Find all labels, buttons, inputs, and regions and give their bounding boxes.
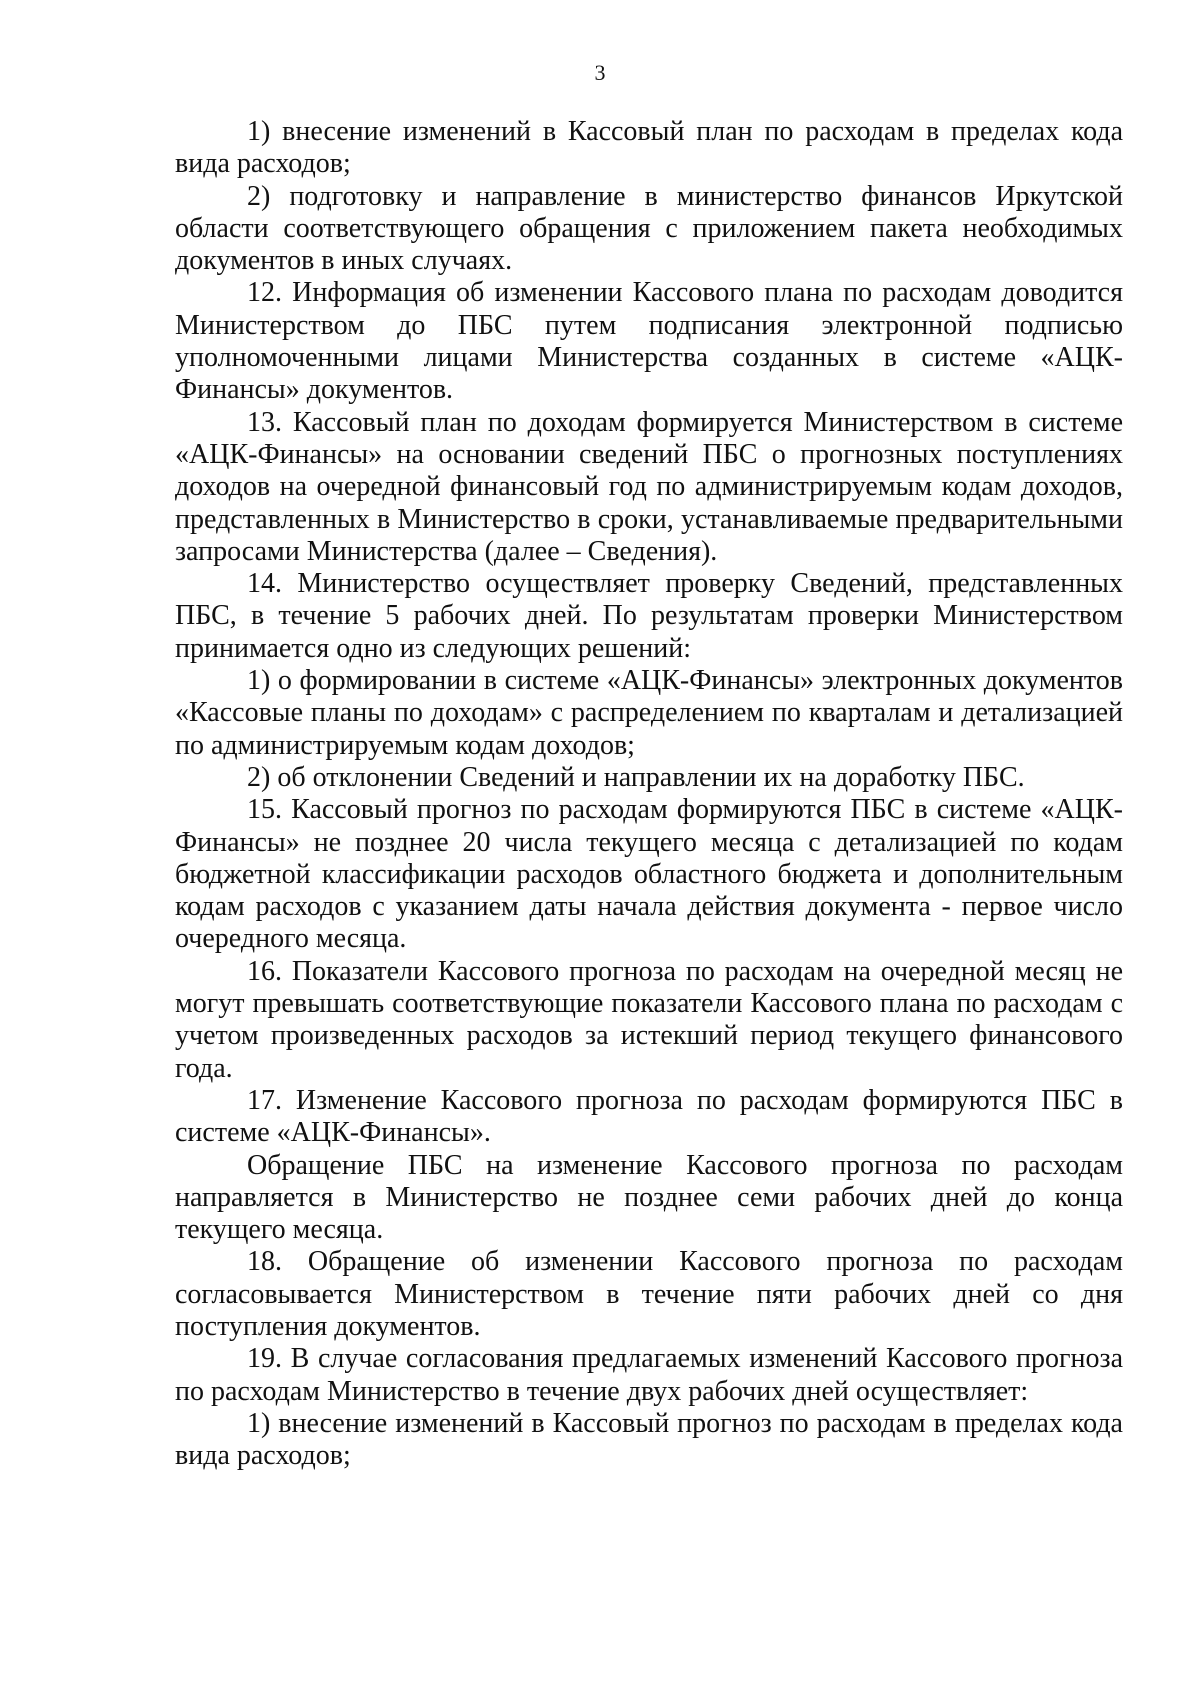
paragraph: 17. Изменение Кассового прогноза по расходам формируются ПБС в системе «АЦК-Финансы». — [175, 1084, 1123, 1149]
paragraph: 16. Показатели Кассового прогноза по расходам на очередной месяц не могут превышать соответствующие показатели Кассового плана по расходам с учетом произведенных расходов за истекший период текущего финансового года. — [175, 955, 1123, 1084]
paragraph: 14. Министерство осуществляет проверку Сведений, представленных ПБС, в течение 5 рабочих дней. По результатам проверки Министерством принимается одно из следующих решений: — [175, 568, 1123, 664]
document-body — [175, 116, 1123, 1472]
paragraph: 12. Информация об изменении Кассового плана по расходам доводится Министерством до ПБС путем подписания электронной подписью уполномоченными лицами Министерства созданных в системе «АЦК-Финансы» документов. — [175, 277, 1123, 406]
paragraph: 13. Кассовый план по доходам формируется Министерством в системе «АЦК-Финансы» на основании сведений ПБС о прогнозных поступлениях доходов на очередной финансовый год по администрируемым кодам доходов, представленных в Министерство в сроки, устанавливаемые предварительными запросами Министерства (далее – Сведения). — [175, 406, 1123, 567]
paragraph: 1) о формировании в системе «АЦК-Финансы» электронных документов «Кассовые планы по доходам» с распределением по кварталам и детализацией по администрируемым кодам доходов; — [175, 665, 1123, 761]
paragraph: 2) об отклонении Сведений и направлении их на доработку ПБС. — [247, 761, 1025, 793]
paragraph: 15. Кассовый прогноз по расходам формируются ПБС в системе «АЦК-Финансы» не позднее 20 числа текущего месяца с детализацией по кодам бюджетной классификации расходов областного бюджета и дополнительным кодам расходов с указанием даты начала действия документа - первое число очередного месяца. — [175, 794, 1123, 955]
paragraph: 18. Обращение об изменении Кассового прогноза по расходам согласовывается Министерством в течение пяти рабочих дней со дня поступления документов. — [175, 1246, 1123, 1342]
paragraph: Обращение ПБС на изменение Кассового прогноза по расходам направляется в Министерство не позднее семи рабочих дней до конца текущего месяца. — [175, 1149, 1123, 1246]
page-number: 3 — [594, 60, 606, 85]
paragraph: 2) подготовку и направление в министерство финансов Иркутской области соответствующего обращения с приложением пакета необходимых документов в иных случаях. — [175, 180, 1123, 277]
paragraph: 1) внесение изменений в Кассовый прогноз по расходам в пределах кода вида расходов; — [175, 1407, 1123, 1472]
paragraph: 19. В случае согласования предлагаемых изменений Кассового прогноза по расходам Министерство в течение двух рабочих дней осуществляет: — [175, 1343, 1123, 1407]
paragraph: 1) внесение изменений в Кассовый план по расходам в пределах кода вида расходов; — [175, 116, 1123, 180]
